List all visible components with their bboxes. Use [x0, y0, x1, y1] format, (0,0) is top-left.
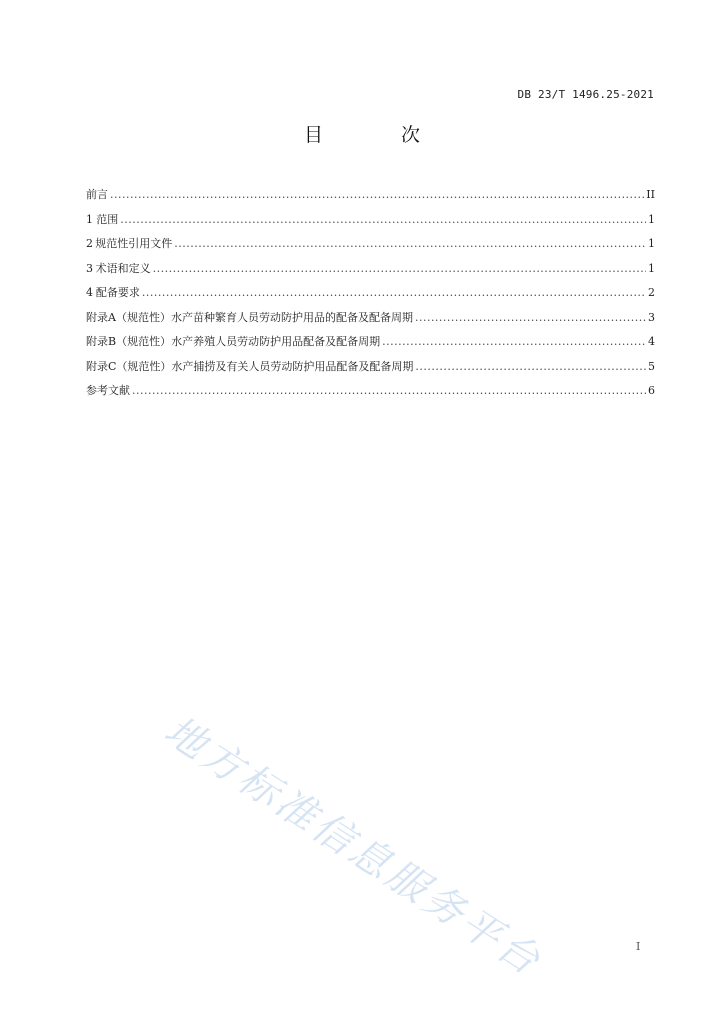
toc-entry-label: 术语和定义 [95, 261, 151, 275]
page-title: 目 次 [303, 124, 457, 146]
toc-entry-page: 3 [648, 310, 655, 324]
toc-entry-annex-c[interactable] [86, 355, 655, 380]
toc-entry-number: 2 [86, 237, 93, 250]
toc-entry-scope[interactable] [86, 208, 655, 233]
toc-entry-label: 前言 [86, 188, 108, 201]
toc-leader-dots [415, 355, 646, 380]
toc-entry-foreword[interactable] [86, 183, 655, 208]
toc-entry-number: 4 [86, 286, 93, 299]
toc-entry-page: 6 [648, 384, 655, 397]
toc-leader-dots [153, 257, 646, 282]
toc-leader-dots [415, 306, 646, 331]
toc-annex-label: 附录A（规范性） [86, 310, 171, 324]
table-of-contents [86, 183, 655, 404]
toc-entry-page: 5 [648, 359, 655, 373]
toc-entry-label: 规范性引用文件 [95, 237, 173, 250]
toc-entry-page: 1 [648, 237, 655, 250]
toc-leader-dots [142, 281, 646, 306]
toc-entry-label: 范围 [96, 212, 119, 226]
toc-entry-annex-a[interactable] [86, 306, 655, 331]
toc-entry-page: 4 [648, 335, 655, 348]
page-number: I [636, 940, 641, 953]
toc-entry-number: 1 [86, 212, 93, 226]
toc-entry-page: 1 [648, 261, 655, 275]
toc-entry-annex-b[interactable] [86, 330, 655, 355]
toc-annex-label: 附录C（规范性） [86, 359, 172, 373]
toc-entry-label: 参考文献 [86, 384, 130, 397]
toc-annex-label: 附录B（规范性） [86, 335, 172, 348]
toc-entry-bibliography[interactable] [86, 379, 655, 404]
toc-entry-label: 水产养殖人员劳动防护用品配备及配备周期 [171, 335, 381, 348]
toc-entry-requirements[interactable] [86, 281, 655, 306]
toc-entry-label: 水产苗种繁育人员劳动防护用品的配备及配备周期 [170, 310, 413, 324]
toc-leader-dots [120, 208, 646, 233]
toc-entry-label: 水产捕捞及有关人员劳动防护用品配备及配备周期 [171, 359, 414, 373]
toc-entry-label: 配备要求 [95, 286, 140, 299]
toc-leader-dots [174, 232, 646, 257]
toc-entry-normative-references[interactable] [86, 232, 655, 257]
toc-leader-dots [382, 330, 646, 355]
toc-entry-page: 2 [648, 286, 655, 299]
toc-entry-terms-definitions[interactable] [86, 257, 655, 282]
toc-leader-dots [132, 379, 646, 404]
toc-leader-dots [110, 183, 644, 208]
toc-entry-number: 3 [86, 261, 93, 275]
toc-entry-page: 1 [648, 212, 655, 226]
standard-code: DB 23/T 1496.25-2021 [517, 88, 654, 101]
watermark-text: 地方标准信息服务平台 [156, 707, 551, 986]
toc-entry-page: II [646, 188, 655, 201]
